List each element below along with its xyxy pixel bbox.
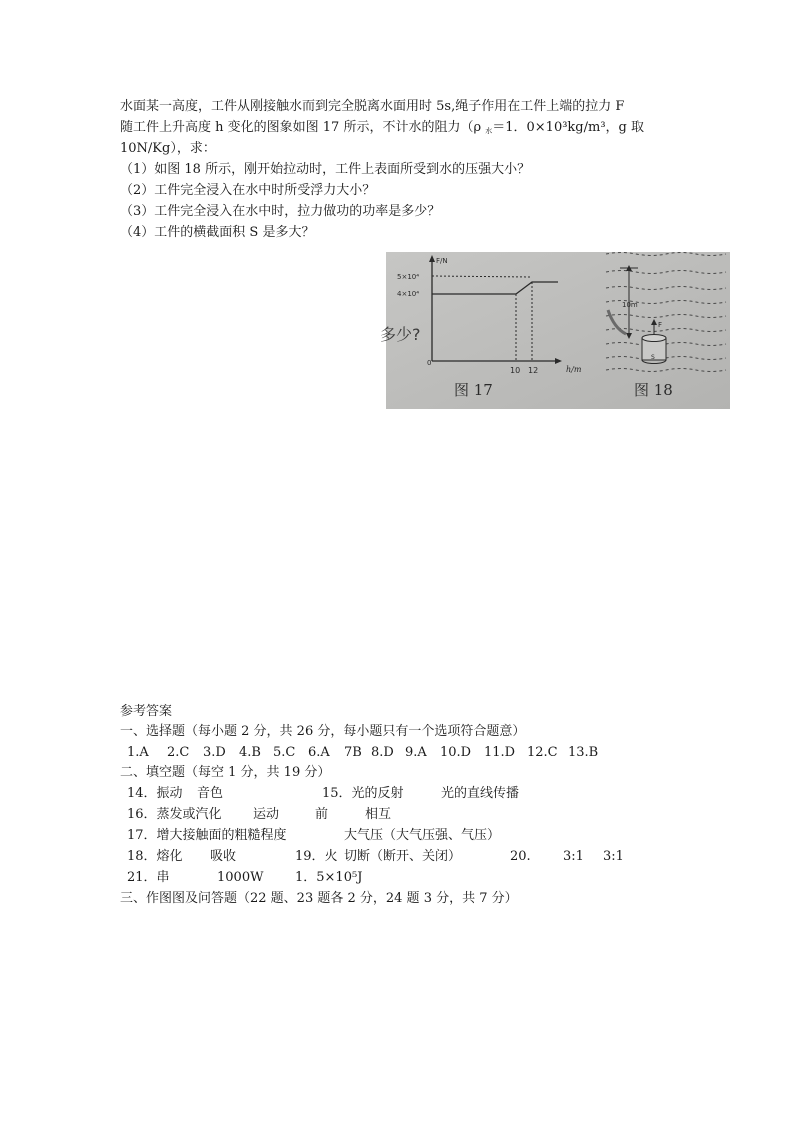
mc-answer: 13.B [568,745,599,760]
mc-answer: 8.D [371,745,394,760]
depth-label: 10m [622,301,638,309]
answer-14a: 14．振动 [127,786,183,801]
answer-19a: 19．火 [295,849,338,864]
answer-17b: 大气压（大气压强、气压） [344,828,501,843]
caption-18: 图 18 [634,381,673,399]
answer-16b: 运动 [253,807,280,822]
answer-19b: 切断（断开、关闭） [344,849,462,864]
partial-text: 多少? [380,325,421,344]
x-tick-10: 10 [510,366,521,375]
caption-17: 图 17 [454,381,493,399]
y-axis-label: F/N [436,257,448,265]
problem-line-2-b: ＝1．0×10³kg/m³，g 取 [492,120,644,135]
section-1-heading: 一、选择题（每小题 2 分，共 26 分，每小题只有一个选项符合题意） [120,724,526,739]
answer-20b: 3:1 [563,849,584,864]
area-label: S [651,354,655,361]
mc-answer: 5.C [273,745,296,760]
fill-row-14-15 [0,785,794,803]
x-tick-12: 12 [528,366,539,375]
question-3: （3）工件完全浸入在水中时，拉力做功的功率是多少？ [120,204,441,219]
fill-row-21 [0,869,794,887]
problem-line-1: 水面某一高度，工件从刚接触水而到完全脱离水面用时 5s,绳子作用在工件上端的拉力 F [120,99,625,114]
answers-heading: 参考答案 [120,704,173,719]
figure-svg [380,252,730,409]
problem-line-3: 10N/Kg），求： [120,141,216,156]
mc-answer: 2.C [167,745,190,760]
mc-answer: 12.C [527,745,558,760]
mc-answer: 10.D [440,745,472,760]
answer-21b: 1000W [217,870,264,885]
problem-line-2 [120,119,644,140]
answer-21c: 1．5×10⁵J [295,870,363,885]
mc-answers-row [0,744,794,762]
answer-20c: 3:1 [603,849,624,864]
mc-answer: 1.A [127,745,149,760]
answer-21a: 21．串 [127,870,170,885]
origin-label: 0 [427,359,432,367]
answer-16d: 相互 [365,807,392,822]
answer-18b: 吸收 [210,849,237,864]
problem-line-2-a: 随工件上升高度 h 变化的图象如图 17 所示，不计水的阻力（ρ [120,120,486,135]
force-label: F [658,321,663,329]
y-tick-bottom: 4×10⁴ [397,290,420,298]
mc-answer: 11.D [484,745,516,760]
rho-subscript: 水 [485,127,493,135]
section-2-heading: 二、填空题（每空 1 分，共 19 分） [120,765,331,780]
question-1: （1）如图 18 所示，刚开始拉动时，工件上表面所受到水的压强大小？ [120,162,531,177]
cylinder-top [642,335,666,342]
mc-answer: 6.A [308,745,330,760]
answer-14b: 音色 [197,786,224,801]
answer-17a: 17．增大接触面的粗糙程度 [127,828,287,843]
x-axis-label: h/m [566,365,582,374]
fill-row-17 [0,827,794,845]
mc-answer: 7B [344,745,362,760]
question-2: （2）工件完全浸入在水中时所受浮力大小？ [120,183,376,198]
mc-answer: 9.A [405,745,427,760]
answer-15a: 15．光的反射 [322,786,404,801]
fill-row-18-20 [0,848,794,866]
answer-18a: 18．熔化 [127,849,183,864]
section-3-heading: 三、作图图及问答题（22 题、23 题各 2 分，24 题 3 分，共 7 分） [120,891,518,906]
answer-16c: 前 [315,807,329,822]
answer-15b: 光的直线传播 [441,786,520,801]
answer-20a: 20. [510,849,531,864]
mc-answer: 3.D [203,745,226,760]
mc-answer: 4.B [239,745,261,760]
answer-16a: 16．蒸发或汽化 [127,807,222,822]
y-tick-top: 5×10⁴ [397,273,420,281]
fill-row-16 [0,806,794,824]
figure-photo [380,252,730,409]
question-4: （4）工件的横截面积 S 是多大？ [120,225,315,240]
